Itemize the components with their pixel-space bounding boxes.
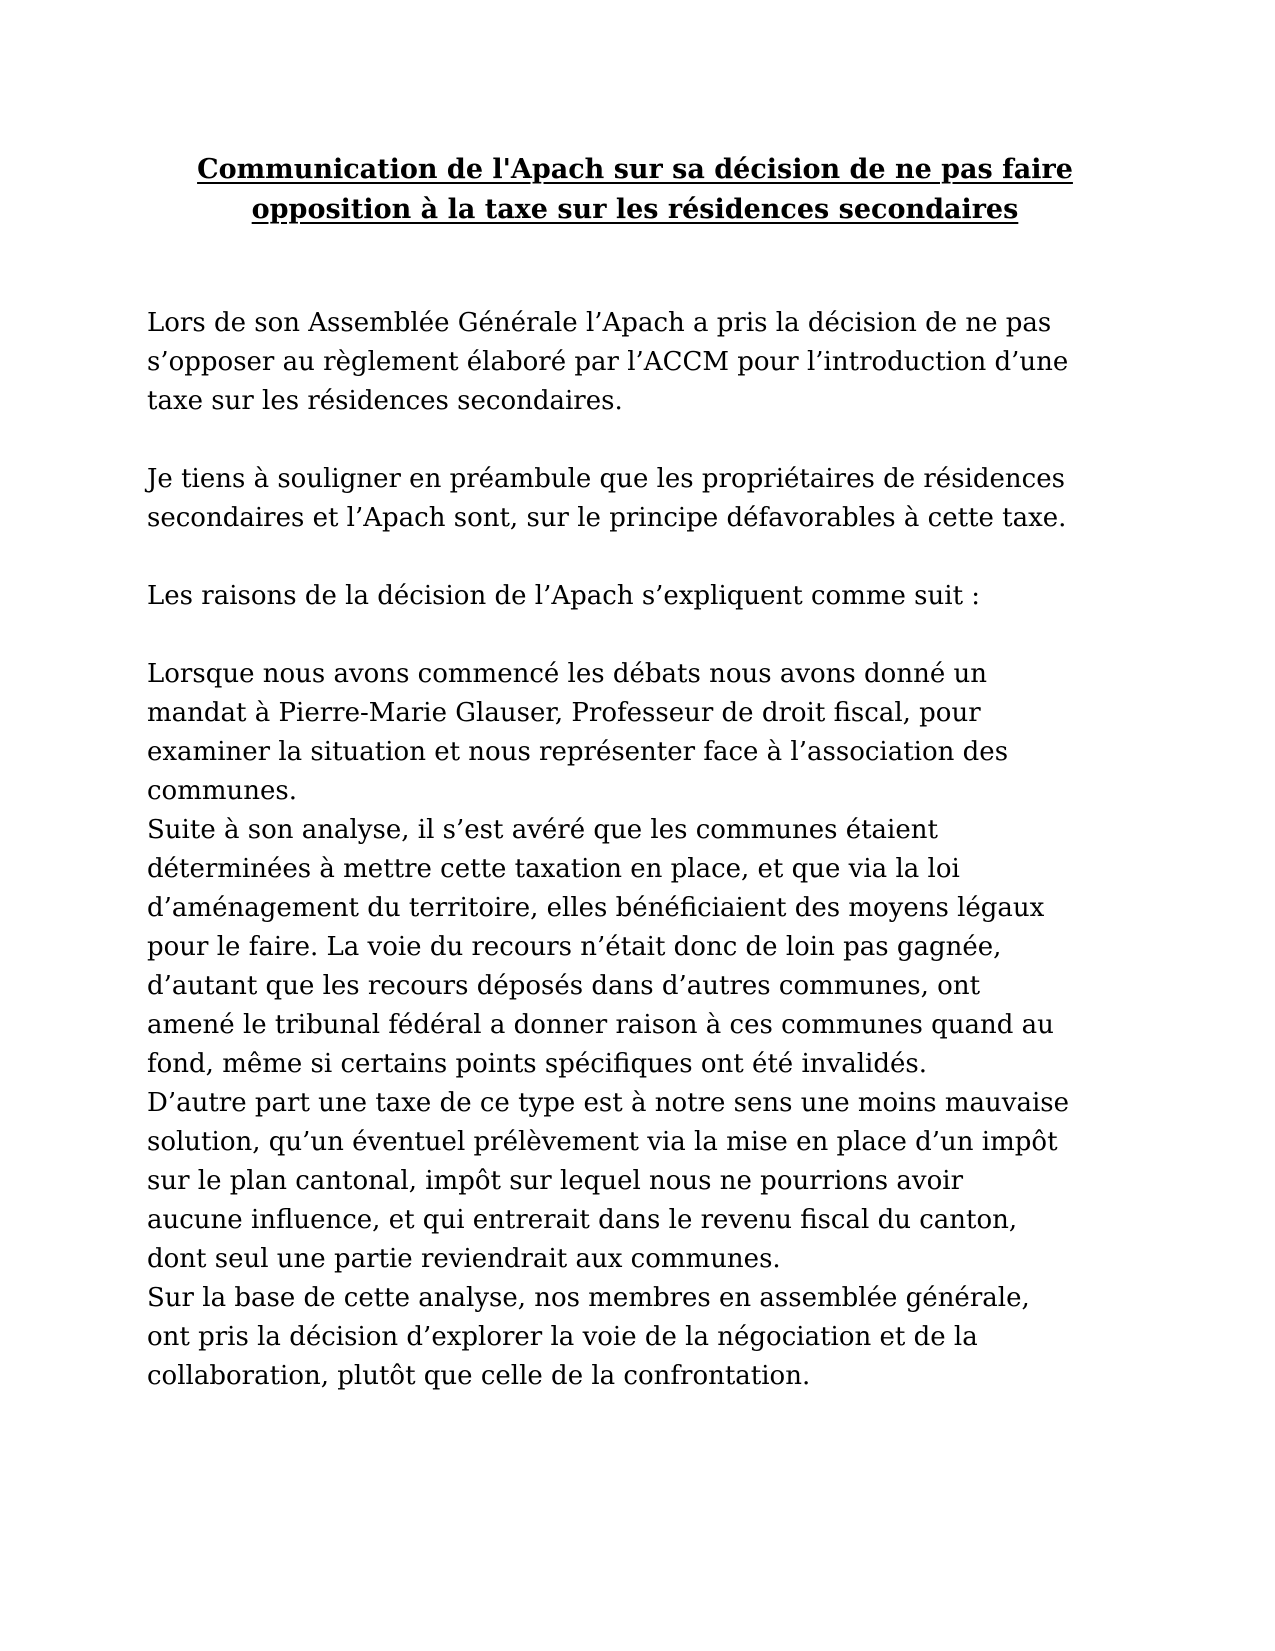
text-line: pour le faire. La voie du recours n’était donc de loin pas gagnée, [147,932,1002,962]
text-line: Les raisons de la décision de l’Apach s’expliquent comme suit : [147,581,981,611]
title-line-2 [140,190,1130,230]
document-body [147,304,1147,1396]
text-line: d’aménagement du territoire, elles bénéficiaient des moyens légaux [147,893,1045,923]
title-line-2-text: opposition à la taxe sur les résidences secondaires [251,194,1019,225]
text-line: Lorsque nous avons commencé les débats nous avons donné un [147,659,987,689]
paragraph-spacer [147,616,1147,655]
text-line: Sur la base de cette analyse, nos membres en assemblée générale, [147,1283,1030,1313]
text-line: D’autre part une taxe de ce type est à notre sens une moins mauvaise [147,1088,1069,1118]
text-line: Suite à son analyse, il s’est avéré que les communes étaient [147,815,938,845]
title-line-1-text: Communication de l'Apach sur sa décision de ne pas faire [197,154,1073,185]
paragraph-4 [147,655,1147,1396]
paragraph-spacer [147,538,1147,577]
text-line: déterminées à mettre cette taxation en place, et que via la loi [147,854,960,884]
paragraph-spacer [147,421,1147,460]
title-line-1 [140,150,1130,190]
text-line: Lors de son Assemblée Générale l’Apach a pris la décision de ne pas [147,308,1052,338]
paragraph-3 [147,577,1147,616]
text-line: communes. [147,776,298,806]
text-line: taxe sur les résidences secondaires. [147,386,623,416]
text-line: d’autant que les recours déposés dans d’autres communes, ont [147,971,981,1001]
text-line: collaboration, plutôt que celle de la confrontation. [147,1361,811,1391]
text-line: dont seul une partie reviendrait aux communes. [147,1244,781,1274]
text-line: ont pris la décision d’explorer la voie de la négociation et de la [147,1322,978,1352]
text-line: fond, même si certains points spécifiques ont été invalidés. [147,1049,927,1079]
document-title [140,150,1130,230]
paragraph-2 [147,460,1147,538]
text-line: aucune influence, et qui entrerait dans le revenu fiscal du canton, [147,1205,1018,1235]
paragraph-1 [147,304,1147,421]
text-line: Je tiens à souligner en préambule que les propriétaires de résidences [147,464,1065,494]
text-line: s’opposer au règlement élaboré par l’ACCM pour l’introduction d’une [147,347,1069,377]
text-line: sur le plan cantonal, impôt sur lequel nous ne pourrions avoir [147,1166,963,1196]
text-line: examiner la situation et nous représenter face à l’association des [147,737,1009,767]
text-line: amené le tribunal fédéral a donner raison à ces communes quand au [147,1010,1054,1040]
text-line: solution, qu’un éventuel prélèvement via la mise en place d’un impôt [147,1127,1058,1157]
text-line: mandat à Pierre-Marie Glauser, Professeur de droit fiscal, pour [147,698,981,728]
text-line: secondaires et l’Apach sont, sur le principe défavorables à cette taxe. [147,503,1067,533]
